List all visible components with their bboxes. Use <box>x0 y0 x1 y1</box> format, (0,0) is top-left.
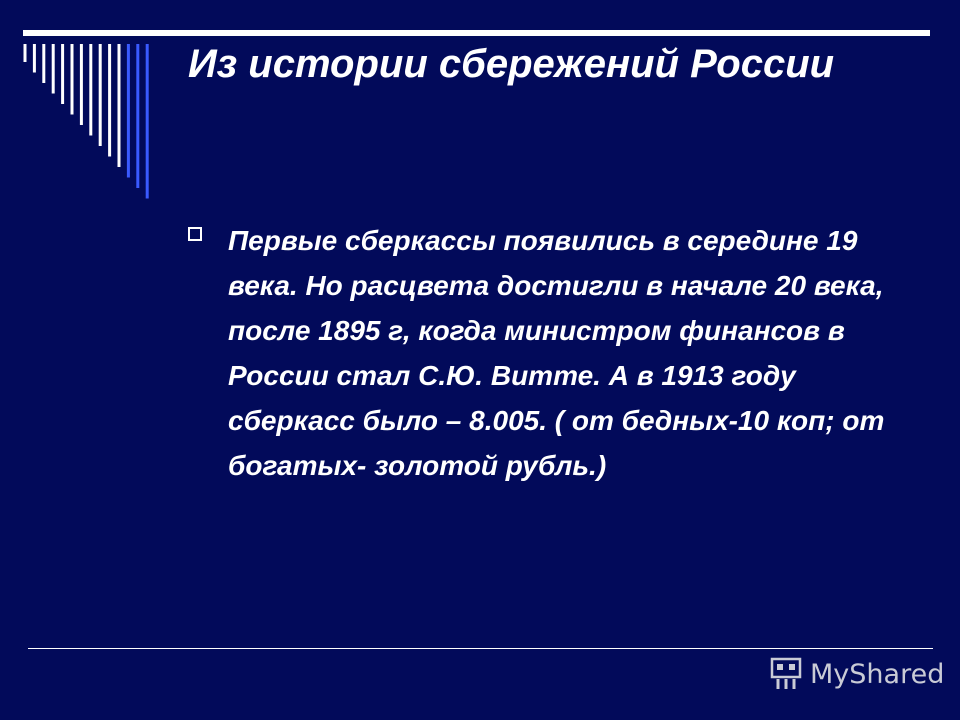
bullet-list <box>188 218 908 488</box>
square-bullet-icon <box>188 227 202 241</box>
comb-decoration <box>0 0 170 200</box>
watermark-text: MyShared <box>810 658 945 690</box>
bullet-text: Первые сберкассы появились в середине 19 века. Но расцвета достигли в начале 20 века, после 1895 г, когда министром финансов в России стал С.Ю. Витте. А в 1913 году сберкасс было – 8.005. ( от бедных-10 коп; от богатых- золотой рубль.) <box>228 225 885 481</box>
bottom-rule <box>28 648 933 649</box>
bullet-item <box>188 218 908 488</box>
slide-title: Из истории сбережений России <box>188 42 835 86</box>
watermark-logo <box>768 654 944 694</box>
classroom-board-icon <box>768 656 804 692</box>
